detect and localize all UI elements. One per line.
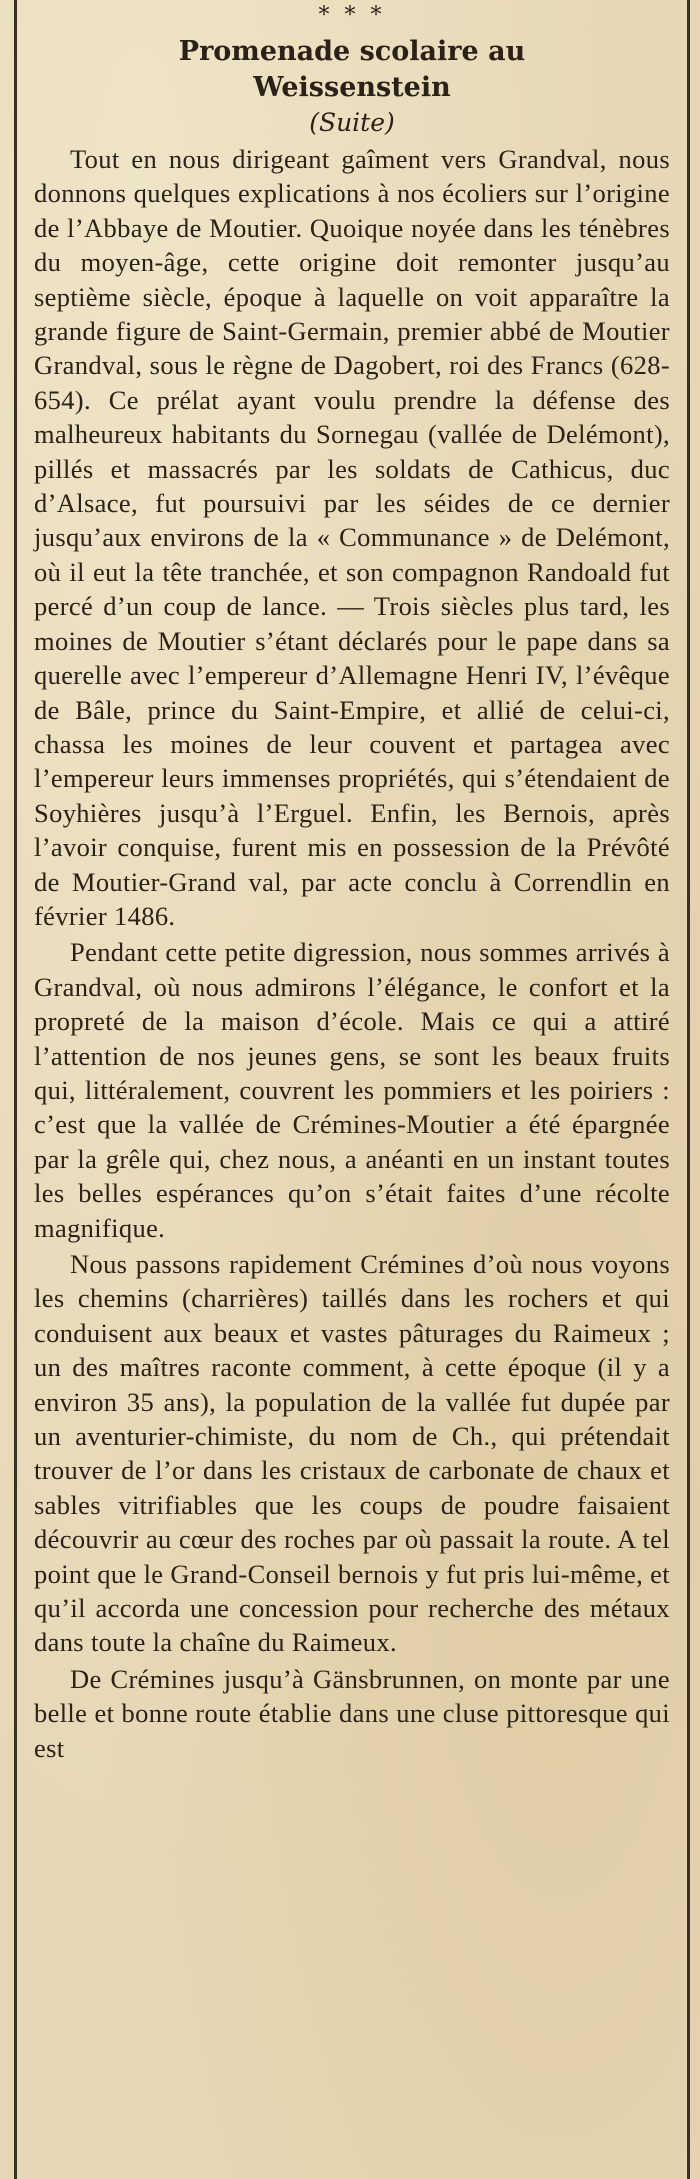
left-column-rule	[14, 0, 17, 2179]
article-subtitle: (Suite)	[309, 108, 395, 137]
article-title-line-1: Promenade scolaire au	[178, 36, 526, 67]
article-title-line-2: Weissenstein	[253, 72, 451, 103]
right-column-rule	[687, 0, 690, 2179]
paragraph-gansbrunnen: De Crémines jusqu’à Gänsbrunnen, on monte par une belle et bonne route établie dans une cluse pittoresque qui est	[34, 1663, 670, 1763]
asterism-ornament: * * *	[318, 3, 386, 28]
paragraph-abbey-history: Tout en nous dirigeant gaîment vers Grandval, nous donnons quelques explications à nos écoliers sur l’origine de l’Abbaye de Moutier. Quoique noyée dans les ténèbres du moyen-âge, cette origine doit remonter jusqu’au septième siècle, époque à laquelle on voit apparaître la grande figure de Saint-Germain, premier abbé de Moutier Grandval, sous le règne de Dagobert, roi des Francs (628-654). Ce prélat ayant voulu prendre la défense des malheureux habitants du Sornegau (vallée de Delémont), pillés et massacrés par les soldats de Cathicus, duc d’Alsace, fut poursuivi par les séides de ce dernier jusqu’aux environs de la « Communance » de Delémont, où il eut la tête tranchée, et son compagnon Randoald fut percé d’un coup de lance. — Trois siècles plus tard, les moines de Moutier s’étant déclarés pour le pape dans sa querelle avec l’empereur d’Allemagne Henri IV, l’évêque de Bâle, prince du Saint-Empire, et allié de celui-ci, chassa les moines de leur couvent et partagea avec l’empereur leurs immenses propriétés, qui s’étendaient de Soyhières jusqu’à l’Erguel. Enfin, les Bernois, après l’avoir conquise, furent mis en possession de la Prévôté de Moutier-Grand val, par acte conclu à Correndlin en février 1486.	[34, 144, 670, 931]
article-column	[34, 0, 670, 1765]
paragraph-cremines: Nous passons rapidement Crémines d’où nous voyons les chemins (charrières) taillés dans les rochers et qui conduisent aux beaux et vastes pâturages du Raimeux ; un des maîtres raconte comment, à cette époque (il y a environ 35 ans), la population de la vallée fut dupée par un aventurier-chimiste, du nom de Ch., qui prétendait trouver de l’or dans les cristaux de carbonate de chaux et sables vitrifiables que les coups de poudre faisaient découvrir au cœur des roches par où passait la route. A tel point que le Grand-Conseil bernois y fut pris lui-même, et qu’il accorda une concession pour recherche des métaux dans toute la chaîne du Raimeux.	[34, 1249, 670, 1658]
paragraph-grandval: Pendant cette petite digression, nous sommes arrivés à Grandval, où nous admirons l’élégance, le confort et la propreté de la maison d’école. Mais ce qui a attiré l’attention de nos jeunes gens, se sont les beaux fruits qui, littéralement, couvrent les pommiers et les poiriers : c’est que la vallée de Crémines-Moutier a été épargnée par la grêle qui, chez nous, a anéanti en un instant toutes les belles espérances qu’on s’était faites d’une récolte magnifique.	[34, 937, 670, 1243]
